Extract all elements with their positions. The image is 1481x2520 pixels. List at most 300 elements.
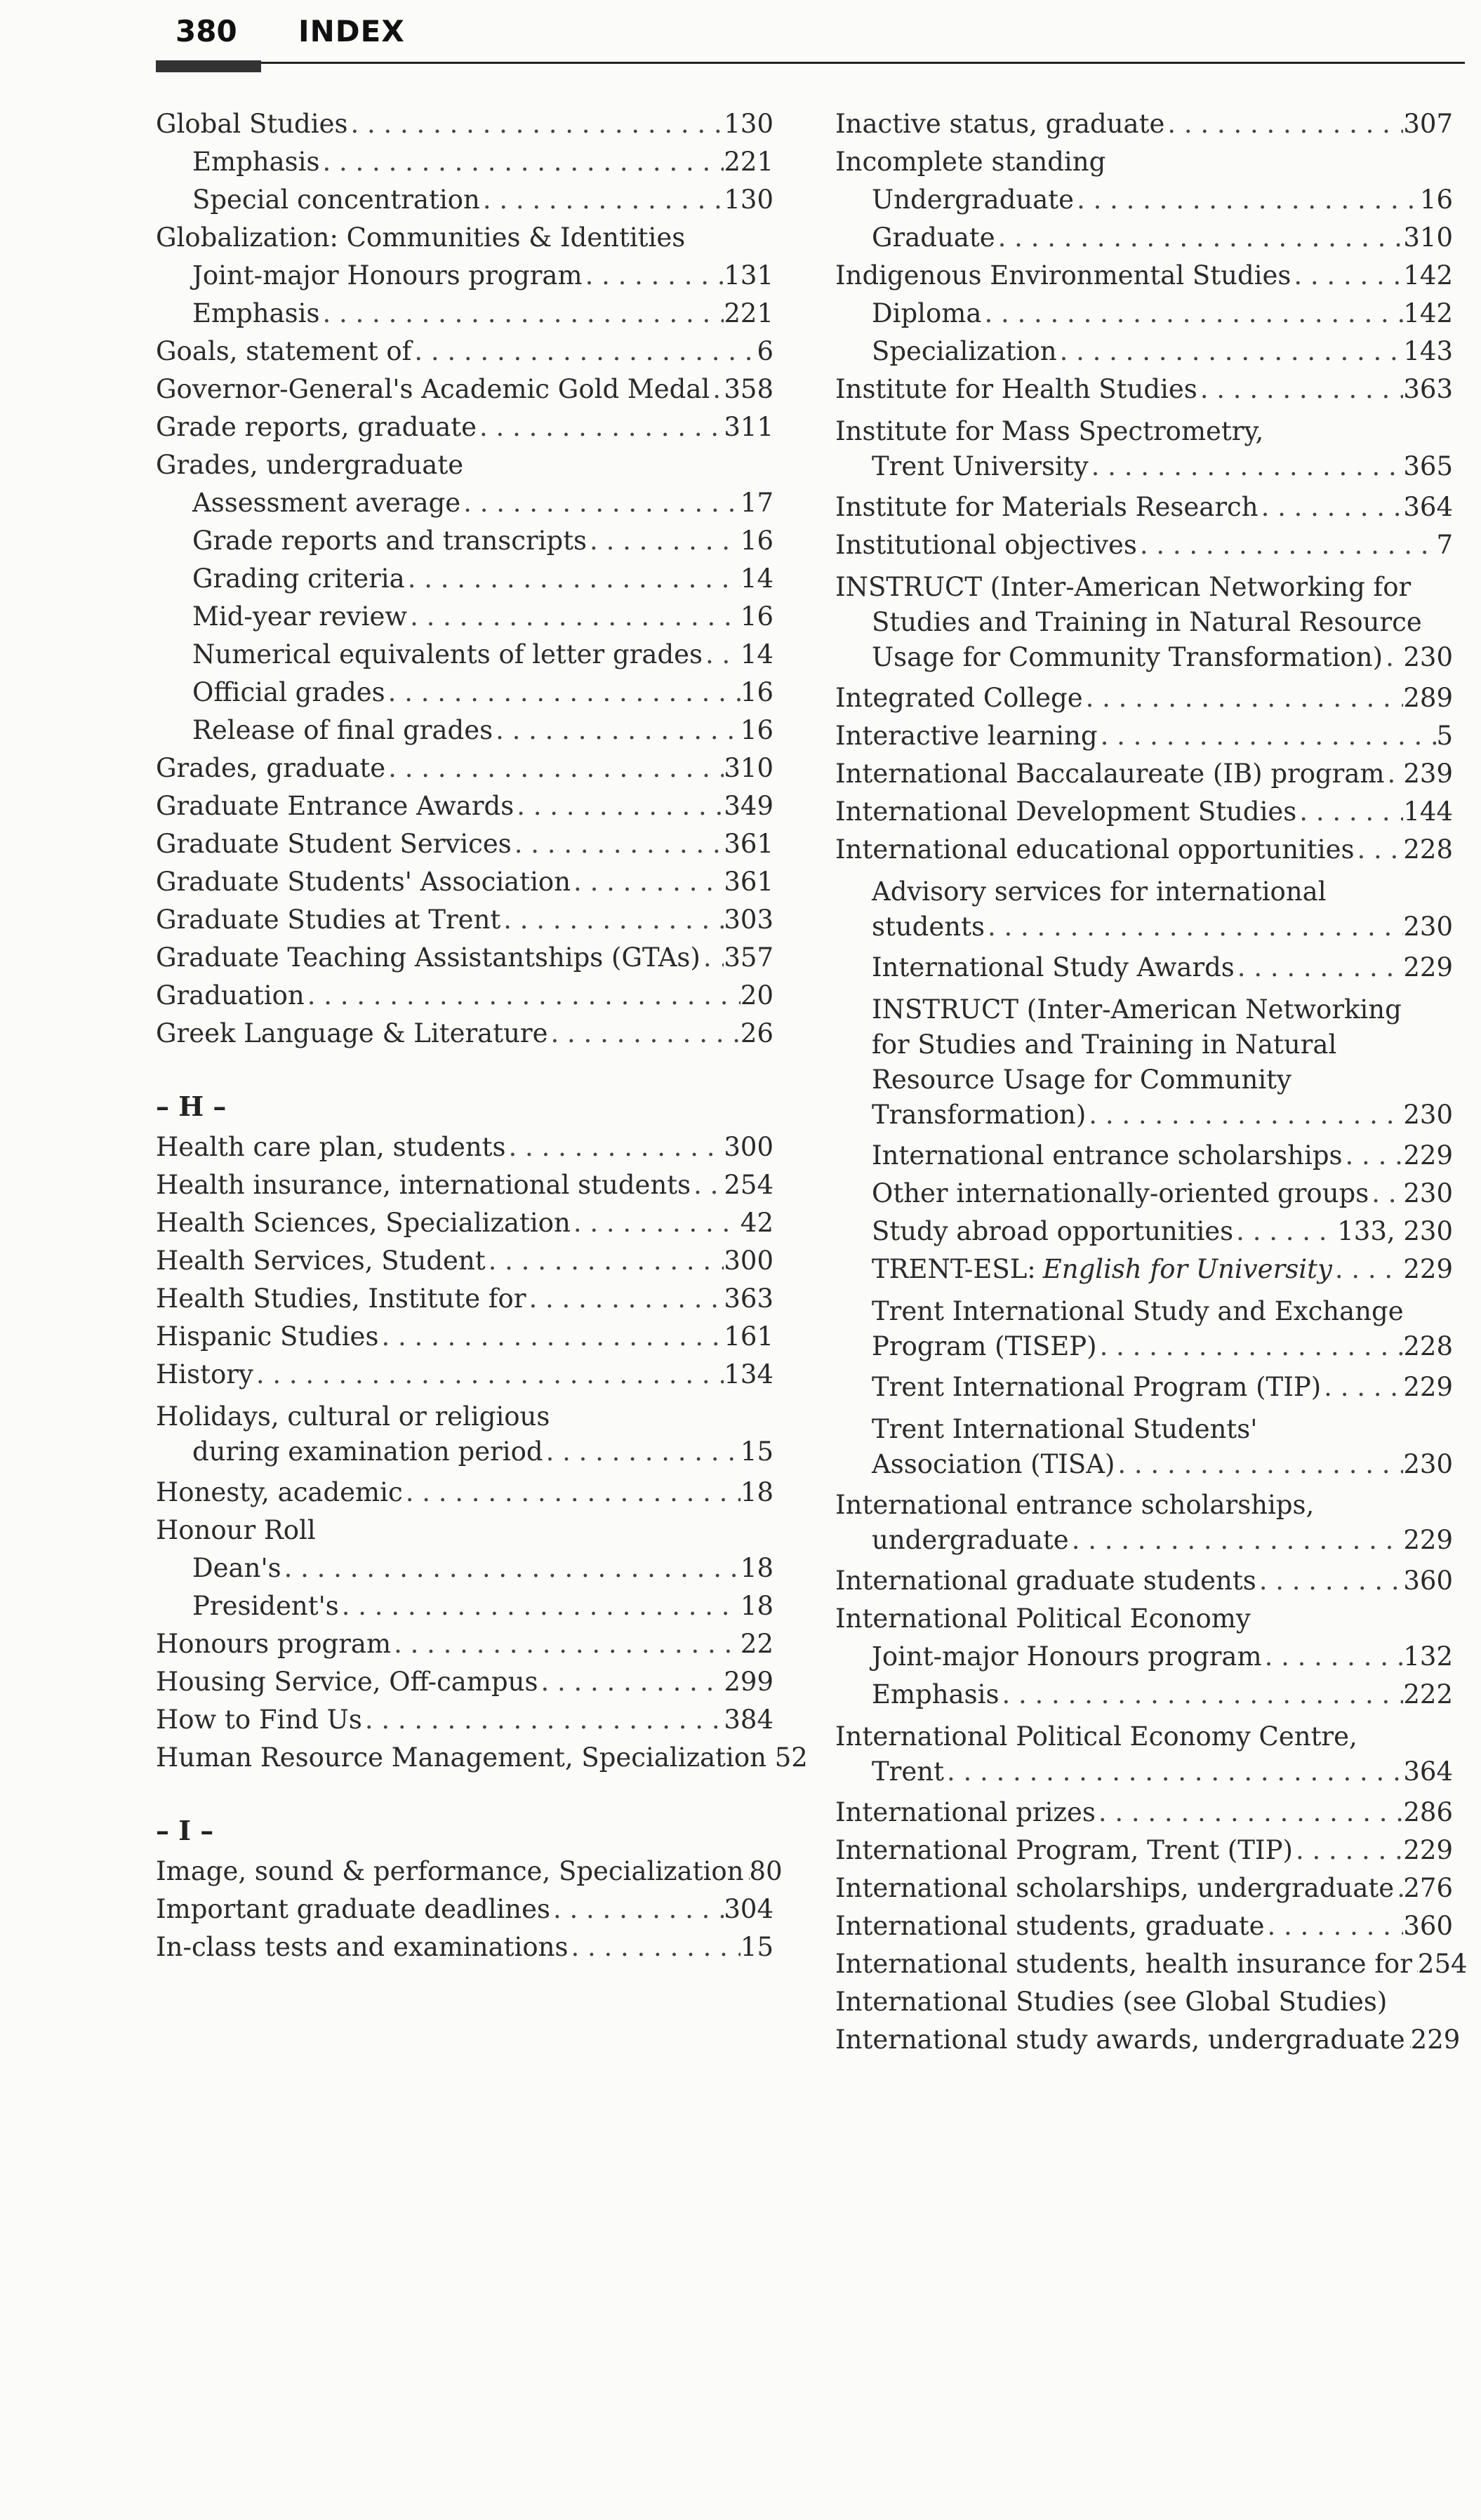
entry-text: Health Sciences, Specialization <box>156 1208 571 1238</box>
entry-page: 230 <box>1403 1449 1453 1479</box>
entry-text: Institute for Mass Spectrometry, <box>835 416 1264 446</box>
leader-dots <box>710 371 724 408</box>
entry-text: International students, graduate <box>835 1911 1265 1941</box>
leader-dots <box>703 636 740 674</box>
leader-dots <box>514 787 724 825</box>
index-entry <box>156 1891 773 1928</box>
index-entry <box>835 2021 1461 2059</box>
entry-page: 22 <box>740 1629 773 1659</box>
entry-page: 310 <box>1403 222 1453 253</box>
index-entry <box>156 1928 773 1966</box>
entry-text: International Study Awards <box>872 952 1235 982</box>
entry-page: 230 <box>1403 1100 1453 1130</box>
entry-text: Emphasis <box>872 1679 999 1709</box>
index-entry <box>835 1719 1453 1789</box>
entry-text: Holidays, cultural or religious <box>156 1401 550 1432</box>
leader-dots <box>339 1587 740 1625</box>
index-entry <box>156 1587 773 1625</box>
entry-text-cont: during examination period <box>192 1436 543 1467</box>
entry-page: 229 <box>1403 1140 1453 1171</box>
entry-text: Official grades <box>192 677 385 707</box>
entry-text-cont: for Studies and Training in Natural <box>872 1029 1337 1060</box>
leader-dots <box>1293 1832 1403 1869</box>
index-entry <box>156 749 773 787</box>
entry-page: 14 <box>740 564 773 594</box>
leader-dots <box>347 105 724 143</box>
leader-dots <box>411 333 757 371</box>
entry-text: TRENT-ESL: <box>872 1254 1036 1284</box>
entry-page: 20 <box>740 980 773 1011</box>
entry-text-cont: Program (TISEP) <box>872 1331 1097 1361</box>
leader-dots <box>1083 679 1404 717</box>
entry-text: Special concentration <box>192 185 480 215</box>
index-entry <box>156 712 773 749</box>
index-entry <box>835 414 1453 484</box>
leader-dots <box>1321 1368 1403 1406</box>
entry-text-cont: Studies and Training in Natural Resource <box>872 607 1422 637</box>
leader-dots <box>1164 105 1403 143</box>
entry-text: Governor-General's Academic Gold Medal <box>156 374 710 404</box>
entry-page: 5 <box>1436 721 1453 751</box>
leader-dots <box>1412 1945 1418 1983</box>
index-entry <box>156 1474 773 1512</box>
entry-text: International entrance scholarships <box>872 1140 1343 1171</box>
entry-text: Study abroad opportunities <box>872 1216 1234 1246</box>
leader-dots <box>1057 333 1404 371</box>
entry-page: 299 <box>724 1667 773 1697</box>
leader-dots <box>1233 1213 1337 1251</box>
entry-text: Institute for Materials Research <box>835 492 1258 522</box>
index-entry <box>835 1368 1453 1406</box>
index-entry <box>835 333 1453 371</box>
entry-text: Incomplete standing <box>835 147 1106 177</box>
leader-dots <box>1354 831 1403 869</box>
entry-text: International Studies (see Global Studies) <box>835 1987 1388 2017</box>
index-entry <box>156 1356 773 1394</box>
entry-text: International educational opportunities <box>835 834 1355 865</box>
leader-dots <box>985 909 1403 945</box>
entry-page: 15 <box>740 1932 773 1962</box>
entry-text: In-class tests and examinations <box>156 1932 569 1962</box>
index-entry <box>835 949 1453 987</box>
leader-dots <box>526 1280 724 1318</box>
index-entry <box>835 1562 1453 1600</box>
entry-page: 229 <box>1403 1372 1453 1402</box>
leader-dots <box>405 560 740 598</box>
entry-text: Globalization: Communities & Identities <box>156 222 686 253</box>
entry-text: Graduate <box>872 222 995 253</box>
index-entry <box>835 1638 1453 1676</box>
entry-page: 42 <box>740 1208 773 1238</box>
entry-text: Graduate Student Services <box>156 829 512 859</box>
entry-text: Joint-major Honours program <box>872 1641 1262 1672</box>
entry-page: 16 <box>740 601 773 632</box>
index-entry <box>156 408 773 446</box>
entry-page: 239 <box>1403 759 1453 789</box>
entry-text: Grading criteria <box>192 564 405 594</box>
leader-dots <box>1369 1175 1403 1213</box>
entry-text: President's <box>192 1591 339 1621</box>
entry-text: Honesty, academic <box>156 1477 403 1507</box>
entry-text-cont: Association (TISA) <box>872 1449 1115 1479</box>
entry-page: 16 <box>740 677 773 707</box>
entry-page: 289 <box>1403 683 1453 713</box>
entry-page: 229 <box>1403 1525 1453 1555</box>
index-entry <box>835 831 1453 869</box>
index-entry <box>156 1701 773 1739</box>
entry-text-cont: undergraduate <box>872 1525 1069 1555</box>
index-entry <box>156 901 773 939</box>
entry-page: 142 <box>1403 260 1453 291</box>
entry-text: International scholarships, undergraduate <box>835 1873 1395 1903</box>
index-entry <box>835 1907 1453 1945</box>
entry-page: 18 <box>740 1477 773 1507</box>
entry-text: Diploma <box>872 298 982 328</box>
index-entry <box>835 717 1453 755</box>
entry-page: 16 <box>740 526 773 556</box>
index-entry <box>156 863 773 901</box>
page-number: 380 <box>175 14 237 48</box>
index-entry <box>835 793 1453 831</box>
leader-dots <box>512 825 724 863</box>
entry-text-cont: Usage for Community Transformation) <box>872 642 1383 672</box>
entry-text: International Political Economy <box>835 1604 1251 1634</box>
index-entry <box>156 560 773 598</box>
entry-page: 130 <box>724 109 773 139</box>
entry-text: INSTRUCT (Inter-American Networking for <box>835 572 1412 602</box>
entry-page: 303 <box>724 905 773 935</box>
entry-text: Specialization <box>872 336 1057 366</box>
index-entry <box>156 143 773 181</box>
index-entry <box>835 1213 1453 1251</box>
index-entry <box>156 333 773 371</box>
index-entry <box>156 257 773 295</box>
entry-text: Human Resource Management, Specialization 52 <box>156 1742 808 1773</box>
entry-text: Grade reports and transcripts <box>192 526 587 556</box>
entry-page: 16 <box>740 715 773 745</box>
index-entry <box>156 787 773 825</box>
leader-dots <box>999 1676 1403 1714</box>
entry-page: 229 <box>1410 2025 1461 2055</box>
index-entry <box>156 371 773 408</box>
entry-text: Housing Service, Off-campus <box>156 1667 538 1697</box>
leader-dots <box>1385 755 1404 793</box>
entry-text: Release of final grades <box>192 715 493 745</box>
entry-text-cont: Trent <box>872 1756 944 1787</box>
index-entry <box>156 1399 773 1469</box>
leader-dots <box>305 977 740 1015</box>
entry-text: International Baccalaureate (IB) program <box>835 759 1385 789</box>
entry-page: 18 <box>740 1591 773 1621</box>
entry-text: Numerical equivalents of letter grades <box>192 639 703 669</box>
entry-page: 134 <box>724 1359 773 1389</box>
leader-dots <box>1332 1251 1404 1288</box>
leader-dots <box>1235 949 1404 987</box>
index-entry <box>835 488 1453 526</box>
index-entry <box>835 1137 1453 1175</box>
entry-text: Inactive status, graduate <box>835 109 1165 139</box>
entry-page: 133, 230 <box>1337 1216 1453 1246</box>
entry-page: 230 <box>1403 642 1453 672</box>
leader-dots <box>1256 1562 1404 1600</box>
entry-text: Graduate Teaching Assistantships (GTAs) <box>156 942 700 973</box>
leader-dots <box>319 143 724 181</box>
entry-text: Indigenous Environmental Studies <box>835 260 1291 291</box>
entry-text: INSTRUCT (Inter-American Networking <box>872 994 1402 1025</box>
entry-text: International students, health insurance for <box>835 1949 1412 1979</box>
index-entry <box>835 181 1453 219</box>
entry-text: History <box>156 1359 253 1389</box>
leader-dots <box>1265 1907 1404 1945</box>
index-entry <box>156 1318 773 1356</box>
leader-dots <box>1086 1098 1403 1133</box>
entry-text: Undergraduate <box>872 185 1075 215</box>
right-column <box>835 105 1468 2059</box>
leader-dots <box>500 901 724 939</box>
entry-page: 300 <box>724 1246 773 1276</box>
entry-page: 230 <box>1403 912 1453 942</box>
index-entry <box>835 1945 1468 1983</box>
entry-text: Health care plan, students <box>156 1132 506 1162</box>
index-entry <box>835 1983 1453 2021</box>
leader-dots <box>281 1549 740 1587</box>
leader-dots <box>568 1928 740 1966</box>
index-entry <box>835 1294 1453 1364</box>
entry-text-cont: Trent University <box>872 451 1089 481</box>
entry-page: 276 <box>1403 1873 1453 1903</box>
entry-text: Graduation <box>156 980 305 1011</box>
entry-text: International Political Economy Centre, <box>835 1721 1357 1752</box>
entry-text: Emphasis <box>192 298 320 328</box>
leader-dots <box>493 712 740 749</box>
entry-page: 286 <box>1403 1797 1453 1827</box>
leader-dots <box>385 749 724 787</box>
index-entry <box>156 522 773 560</box>
index-entry <box>835 371 1453 408</box>
entry-page: 131 <box>724 260 773 291</box>
index-entry <box>156 939 773 977</box>
leader-dots <box>1069 1523 1404 1558</box>
index-entry <box>835 526 1453 564</box>
entry-page: 364 <box>1403 1756 1453 1787</box>
index-entry <box>156 1166 773 1204</box>
entry-page: 230 <box>1403 1178 1453 1208</box>
leader-dots <box>1089 449 1404 484</box>
entry-text: International study awards, undergraduate <box>835 2025 1405 2055</box>
index-entry <box>835 1175 1453 1213</box>
entry-page: 7 <box>1436 530 1453 560</box>
index-entry <box>835 1869 1453 1907</box>
entry-text-cont: students <box>872 912 985 942</box>
index-entry <box>156 1280 773 1318</box>
entry-page: 229 <box>1403 1254 1453 1284</box>
leader-dots <box>744 1853 750 1891</box>
entry-page: 18 <box>740 1553 773 1583</box>
index-entry <box>156 598 773 636</box>
entry-text: Graduate Studies at Trent <box>156 905 501 935</box>
index-entry <box>156 446 773 484</box>
index-entry <box>835 1676 1453 1714</box>
entry-page: 142 <box>1403 298 1453 328</box>
entry-page: 357 <box>724 942 773 973</box>
index-entry <box>156 636 773 674</box>
entry-text: Trent International Students' <box>872 1414 1258 1444</box>
entry-page: 130 <box>724 185 773 215</box>
entry-page: 16 <box>1419 185 1453 215</box>
leader-dots <box>319 295 724 333</box>
entry-page: 363 <box>724 1284 773 1314</box>
entry-page: 161 <box>724 1321 773 1352</box>
index-entry <box>156 674 773 712</box>
left-column <box>156 105 808 1966</box>
entry-text: Important graduate deadlines <box>156 1894 550 1924</box>
leader-dots <box>480 181 724 219</box>
entry-page: 132 <box>1403 1641 1453 1672</box>
entry-page: 26 <box>740 1018 773 1048</box>
section-heading-i: – I – <box>156 1815 214 1846</box>
leader-dots <box>486 1242 724 1280</box>
leader-dots <box>477 408 724 446</box>
entry-page: 361 <box>724 829 773 859</box>
index-entry <box>156 295 773 333</box>
entry-text: Graduate Entrance Awards <box>156 791 514 821</box>
leader-dots <box>543 1434 740 1469</box>
entry-text-cont: Resource Usage for Community <box>872 1065 1291 1095</box>
index-entry <box>156 1512 773 1549</box>
section-heading-h: – H – <box>156 1091 227 1122</box>
entry-text: Trent International Program (TIP) <box>872 1372 1322 1402</box>
entry-text: Dean's <box>192 1553 281 1583</box>
index-entry <box>835 295 1453 333</box>
index-entry <box>156 1853 783 1891</box>
index-entry <box>835 1251 1453 1288</box>
entry-page: 14 <box>740 639 773 669</box>
page-label: INDEX <box>298 14 405 48</box>
entry-page: 144 <box>1403 796 1453 827</box>
leader-dots <box>1262 1638 1404 1676</box>
entry-page: 360 <box>1403 1911 1453 1941</box>
index-entry <box>835 257 1453 295</box>
index-entry <box>156 484 773 522</box>
entry-text: Hispanic Studies <box>156 1321 379 1352</box>
index-entry <box>156 105 773 143</box>
index-entry <box>835 1488 1453 1558</box>
header-accent-bar <box>156 60 261 72</box>
entry-text: Institute for Health Studies <box>835 374 1197 404</box>
leader-dots <box>378 1318 724 1356</box>
entry-text: Trent International Study and Exchange <box>872 1296 1404 1326</box>
entry-page: 80 <box>749 1856 783 1886</box>
leader-dots <box>1291 257 1403 295</box>
entry-text: Other internationally-oriented groups <box>872 1178 1369 1208</box>
leader-dots <box>1197 371 1404 408</box>
entry-text: Advisory services for international <box>872 876 1327 907</box>
leader-dots <box>253 1356 724 1394</box>
leader-dots <box>944 1754 1403 1789</box>
leader-dots <box>700 939 724 977</box>
entry-text: Institutional objectives <box>835 530 1137 560</box>
entry-page: 358 <box>724 374 773 404</box>
entry-page: 311 <box>724 412 773 442</box>
index-entry <box>835 1600 1453 1638</box>
entry-page: 349 <box>724 791 773 821</box>
entry-text: Honour Roll <box>156 1515 316 1545</box>
entry-page: 364 <box>1403 492 1453 522</box>
index-entry <box>156 1663 773 1701</box>
entry-page: 300 <box>724 1132 773 1162</box>
entry-text: Grades, undergraduate <box>156 450 464 480</box>
entry-text-cont: Transformation) <box>872 1100 1087 1130</box>
leader-dots <box>691 1166 724 1204</box>
entry-page: 254 <box>724 1170 773 1200</box>
leader-dots <box>981 295 1403 333</box>
index-entry <box>156 1015 773 1053</box>
leader-dots <box>550 1891 724 1928</box>
leader-dots <box>1074 181 1420 219</box>
leader-dots <box>1296 793 1403 831</box>
leader-dots <box>460 484 740 522</box>
leader-dots <box>571 863 724 901</box>
entry-page: 229 <box>1403 952 1453 982</box>
index-entry <box>835 1794 1453 1832</box>
entry-text: Health Studies, Institute for <box>156 1284 526 1314</box>
entry-text: Health insurance, international students <box>156 1170 691 1200</box>
index-entry <box>835 570 1453 675</box>
entry-text: Goals, statement of <box>156 336 412 366</box>
entry-page: 365 <box>1403 451 1453 481</box>
leader-dots <box>407 598 740 636</box>
leader-dots <box>1115 1447 1403 1482</box>
entry-text: Emphasis <box>192 147 320 177</box>
entry-page: 307 <box>1403 109 1453 139</box>
index-entry <box>156 825 773 863</box>
entry-text: International prizes <box>835 1797 1096 1827</box>
leader-dots <box>1383 640 1403 675</box>
header-rule <box>156 62 1465 64</box>
entry-text: Integrated College <box>835 683 1083 713</box>
index-entry <box>156 1625 773 1663</box>
leader-dots <box>1096 1794 1404 1832</box>
entry-page: 15 <box>740 1436 773 1467</box>
leader-dots <box>1258 488 1404 526</box>
entry-text: Assessment average <box>192 488 461 518</box>
entry-text: Health Services, Student <box>156 1246 486 1276</box>
leader-dots <box>506 1128 724 1166</box>
entry-page: 310 <box>724 753 773 783</box>
index-entry <box>156 1242 773 1280</box>
leader-dots <box>403 1474 740 1512</box>
entry-page: 304 <box>724 1894 773 1924</box>
index-entry <box>835 105 1453 143</box>
index-entry <box>835 755 1453 793</box>
leader-dots <box>1137 526 1437 564</box>
leader-dots <box>362 1701 724 1739</box>
entry-page: 221 <box>724 147 773 177</box>
leader-dots <box>1405 2021 1411 2059</box>
entry-text: How to Find Us <box>156 1705 362 1735</box>
entry-text: International entrance scholarships, <box>835 1490 1315 1520</box>
index-entry <box>156 1739 808 1777</box>
entry-page: 229 <box>1403 1835 1453 1865</box>
index-entry <box>156 1549 773 1587</box>
leader-dots <box>571 1204 740 1242</box>
leader-dots <box>1394 1869 1403 1907</box>
entry-page: 363 <box>1403 374 1453 404</box>
entry-text: Grade reports, graduate <box>156 412 477 442</box>
leader-dots <box>538 1663 724 1701</box>
entry-text: International Program, Trent (TIP) <box>835 1835 1293 1865</box>
entry-page: 222 <box>1403 1679 1453 1709</box>
